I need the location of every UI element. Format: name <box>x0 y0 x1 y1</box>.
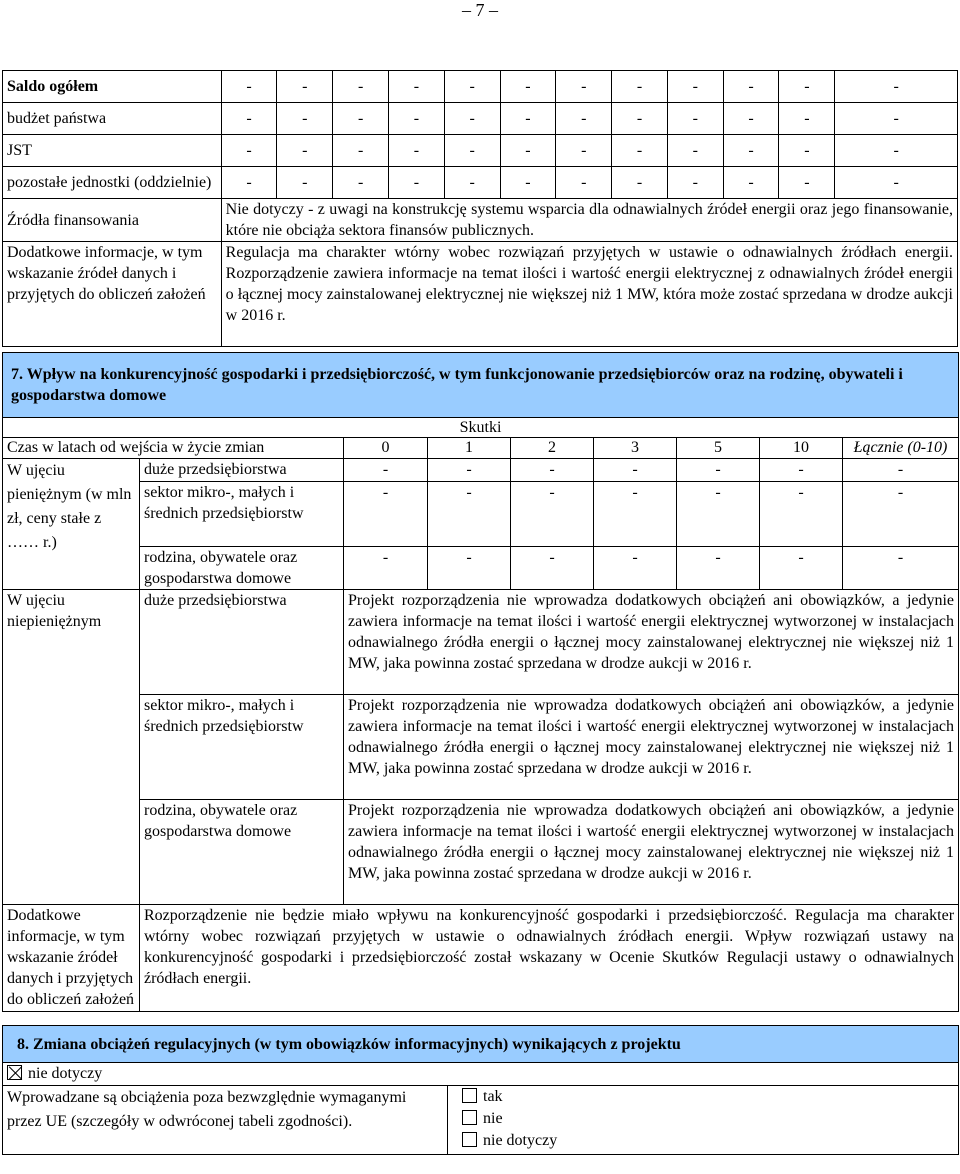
nonmonetary-row-text: Projekt rozporządzenia nie wprowadza dodatkowych obciążeń ani obowiązków, a jedynie zawiera informacje na temat ilości i wartość energii elektrycznej wytworzonej w instalacjach odnawialnego źródła energii o łącznej mocy zainstalowanej elektrycznej nie większej niż 1 MW, jaka powinna zostać sprzedana w drodze aukcji w 2016 r. <box>344 695 959 800</box>
years-row <box>3 438 959 459</box>
budget-value: - <box>221 71 277 103</box>
option-nie-dotyczy[interactable] <box>462 1130 954 1152</box>
monetary-row <box>3 482 959 547</box>
budget-value: - <box>723 71 779 103</box>
year-header: 3 <box>594 438 677 459</box>
page-number: – 7 – <box>462 0 498 20</box>
budget-row-label: Saldo ogółem <box>3 71 222 103</box>
monetary-value: - <box>594 459 677 482</box>
monetary-value: - <box>843 459 959 482</box>
budget-value: - <box>835 167 958 199</box>
checkbox-icon[interactable] <box>462 1110 477 1125</box>
budget-value: - <box>389 103 445 135</box>
option-nie[interactable] <box>462 1108 954 1130</box>
section8-title: 8. Zmiana obciążeń regulacyjnych (w tym obowiązków informacyjnych) wynikających z projektu <box>3 1026 959 1063</box>
budget-table <box>2 70 958 347</box>
section7-header <box>3 353 959 418</box>
monetary-row-label: rodzina, obywatele oraz gospodarstwa domowe <box>140 547 344 590</box>
nonmonetary-label: W ujęciu niepieniężnym <box>3 590 140 905</box>
budget-info-row <box>3 242 958 347</box>
options-cell <box>448 1086 959 1155</box>
budget-value: - <box>556 167 612 199</box>
option-tak[interactable] <box>462 1086 954 1108</box>
budget-value: - <box>277 103 333 135</box>
budget-row-label: JST <box>3 135 222 167</box>
monetary-value: - <box>511 482 594 547</box>
monetary-label: W ujęciu pieniężnym (w mln zł, ceny stałe z …… r.) <box>3 459 140 590</box>
monetary-value: - <box>511 547 594 590</box>
budget-value: - <box>667 167 723 199</box>
budget-value: - <box>612 135 668 167</box>
budget-value: - <box>333 71 389 103</box>
budget-info-label: Dodatkowe informacje, w tym wskazanie źródeł danych i przyjętych do obliczeń założeń <box>3 242 222 347</box>
monetary-value: - <box>677 459 760 482</box>
budget-value: - <box>444 103 500 135</box>
budget-value: - <box>779 135 835 167</box>
financing-label: Źródła finansowania <box>3 199 222 242</box>
budget-value: - <box>389 167 445 199</box>
nonmonetary-row <box>3 800 959 905</box>
budget-value: - <box>835 135 958 167</box>
question-text: Wprowadzane są obciążenia poza bezwzględnie wymaganymi przez UE (szczegóły w odwróconej tabeli zgodności). <box>3 1086 448 1155</box>
budget-value: - <box>556 103 612 135</box>
checkbox-icon[interactable] <box>462 1132 477 1147</box>
section7-info-text: Rozporządzenie nie będzie miało wpływu na konkurencyjność gospodarki i przedsiębiorczość. Regulacja ma charakter wtórny wobec rozwiązań przyjętych w ustawie o odnawialnych źródłach energii. Wpływ rozwiązań ustawy na konkurencyjność gospodarki i przedsiębiorczość został wskazany w Ocenie Skutków Regulacji ustawy o odnawialnych źródłach energii. <box>140 905 959 1012</box>
monetary-value: - <box>344 547 428 590</box>
budget-value: - <box>723 167 779 199</box>
not-applicable-label: nie dotyczy <box>28 1065 103 1082</box>
checked-checkbox-icon[interactable] <box>7 1065 22 1080</box>
monetary-value: - <box>511 459 594 482</box>
section7-table <box>2 352 959 1012</box>
budget-value: - <box>221 167 277 199</box>
year-header: 5 <box>677 438 760 459</box>
budget-row <box>3 167 958 199</box>
year-header: Łącznie (0-10) <box>843 438 959 459</box>
budget-value: - <box>723 103 779 135</box>
budget-value: - <box>444 167 500 199</box>
option-label: tak <box>483 1088 503 1105</box>
monetary-value: - <box>760 482 843 547</box>
budget-value: - <box>333 167 389 199</box>
section7-info-row <box>3 905 959 1012</box>
budget-value: - <box>444 71 500 103</box>
budget-row <box>3 135 958 167</box>
budget-value: - <box>500 135 556 167</box>
year-header: 0 <box>344 438 428 459</box>
budget-value: - <box>667 135 723 167</box>
budget-value: - <box>667 71 723 103</box>
budget-value: - <box>835 103 958 135</box>
budget-value: - <box>835 71 958 103</box>
budget-value: - <box>333 103 389 135</box>
nonmonetary-row <box>3 590 959 695</box>
option-label: nie dotyczy <box>483 1132 558 1149</box>
monetary-value: - <box>760 547 843 590</box>
budget-value: - <box>277 167 333 199</box>
monetary-value: - <box>428 482 511 547</box>
year-header: 1 <box>428 438 511 459</box>
budget-value: - <box>389 135 445 167</box>
not-applicable-cell <box>3 1063 959 1086</box>
budget-value: - <box>389 71 445 103</box>
budget-value: - <box>779 71 835 103</box>
monetary-value: - <box>843 482 959 547</box>
budget-value: - <box>500 167 556 199</box>
monetary-row <box>3 459 959 482</box>
budget-value: - <box>612 167 668 199</box>
budget-value: - <box>723 135 779 167</box>
monetary-value: - <box>677 482 760 547</box>
budget-value: - <box>333 135 389 167</box>
budget-value: - <box>444 135 500 167</box>
monetary-value: - <box>428 459 511 482</box>
budget-row <box>3 71 958 103</box>
budget-value: - <box>667 103 723 135</box>
section8-header <box>3 1026 959 1063</box>
budget-info-text: Regulacja ma charakter wtórny wobec rozwiązań przyjętych w ustawie o odnawialnych źródłach energii. Rozporządzenie zawiera informacje na temat ilości i wartość energii elektrycznej z odnawialnych źródeł energii o łącznej mocy zainstalowanej elektrycznej nie większej niż 1 MW, która może zostać sprzedana w drodze aukcji w 2016 r. <box>221 242 957 347</box>
skutki-row <box>3 418 959 438</box>
budget-value: - <box>612 71 668 103</box>
nonmonetary-row-text: Projekt rozporządzenia nie wprowadza dodatkowych obciążeń ani obowiązków, a jedynie zawiera informacje na temat ilości i wartość energii elektrycznej wytworzonej w instalacjach odnawialnego źródła energii o łącznej mocy zainstalowanej elektrycznej nie większej niż 1 MW, jaka powinna zostać sprzedana w drodze aukcji w 2016 r. <box>344 800 959 905</box>
year-header: 10 <box>760 438 843 459</box>
checkbox-icon[interactable] <box>462 1088 477 1103</box>
nonmonetary-row-label: duże przedsiębiorstwa <box>140 590 344 695</box>
monetary-value: - <box>594 547 677 590</box>
financing-row <box>3 199 958 242</box>
monetary-value: - <box>344 482 428 547</box>
monetary-value: - <box>344 459 428 482</box>
nonmonetary-row-text: Projekt rozporządzenia nie wprowadza dodatkowych obciążeń ani obowiązków, a jedynie zawiera informacje na temat ilości i wartość energii elektrycznej wytworzonej w instalacjach odnawialnego źródła energii o łącznej mocy zainstalowanej elektrycznej nie większej niż 1 MW, jaka powinna zostać sprzedana w drodze aukcji w 2016 r. <box>344 590 959 695</box>
budget-value: - <box>500 71 556 103</box>
nonmonetary-row-label: sektor mikro-, małych i średnich przedsiębiorstw <box>140 695 344 800</box>
nonmonetary-row-label: rodzina, obywatele oraz gospodarstwa domowe <box>140 800 344 905</box>
time-label: Czas w latach od wejścia w życie zmian <box>3 438 344 459</box>
monetary-value: - <box>428 547 511 590</box>
section7-info-label: Dodatkowe informacje, w tym wskazanie źródeł danych i przyjętych do obliczeń założeń <box>3 905 140 1012</box>
budget-value: - <box>779 103 835 135</box>
year-header: 2 <box>511 438 594 459</box>
monetary-row-label: sektor mikro-, małych i średnich przedsiębiorstw <box>140 482 344 547</box>
monetary-value: - <box>677 547 760 590</box>
budget-value: - <box>556 135 612 167</box>
budget-value: - <box>221 103 277 135</box>
monetary-value: - <box>760 459 843 482</box>
budget-value: - <box>500 103 556 135</box>
monetary-value: - <box>843 547 959 590</box>
not-applicable-row <box>3 1063 959 1086</box>
question-row <box>3 1086 959 1155</box>
monetary-row-label: duże przedsiębiorstwa <box>140 459 344 482</box>
budget-value: - <box>779 167 835 199</box>
section8-table <box>2 1025 959 1155</box>
budget-row-label: budżet państwa <box>3 103 222 135</box>
budget-value: - <box>556 71 612 103</box>
budget-value: - <box>277 71 333 103</box>
budget-value: - <box>612 103 668 135</box>
budget-row-label: pozostałe jednostki (oddzielnie) <box>3 167 222 199</box>
budget-value: - <box>221 135 277 167</box>
financing-text: Nie dotyczy - z uwagi na konstrukcję systemu wsparcia dla odnawialnych źródeł energii oraz jego finansowanie, które nie obciąża sektora finansów publicznych. <box>221 199 957 242</box>
budget-value: - <box>277 135 333 167</box>
option-label: nie <box>483 1110 503 1127</box>
budget-row <box>3 103 958 135</box>
monetary-value: - <box>594 482 677 547</box>
section7-title: 7. Wpływ na konkurencyjność gospodarki i przedsiębiorczość, w tym funkcjonowanie przedsiębiorców oraz na rodzinę, obywateli i gospodarstwa domowe <box>3 353 959 418</box>
monetary-row <box>3 547 959 590</box>
nonmonetary-row <box>3 695 959 800</box>
skutki-label: Skutki <box>3 418 959 438</box>
